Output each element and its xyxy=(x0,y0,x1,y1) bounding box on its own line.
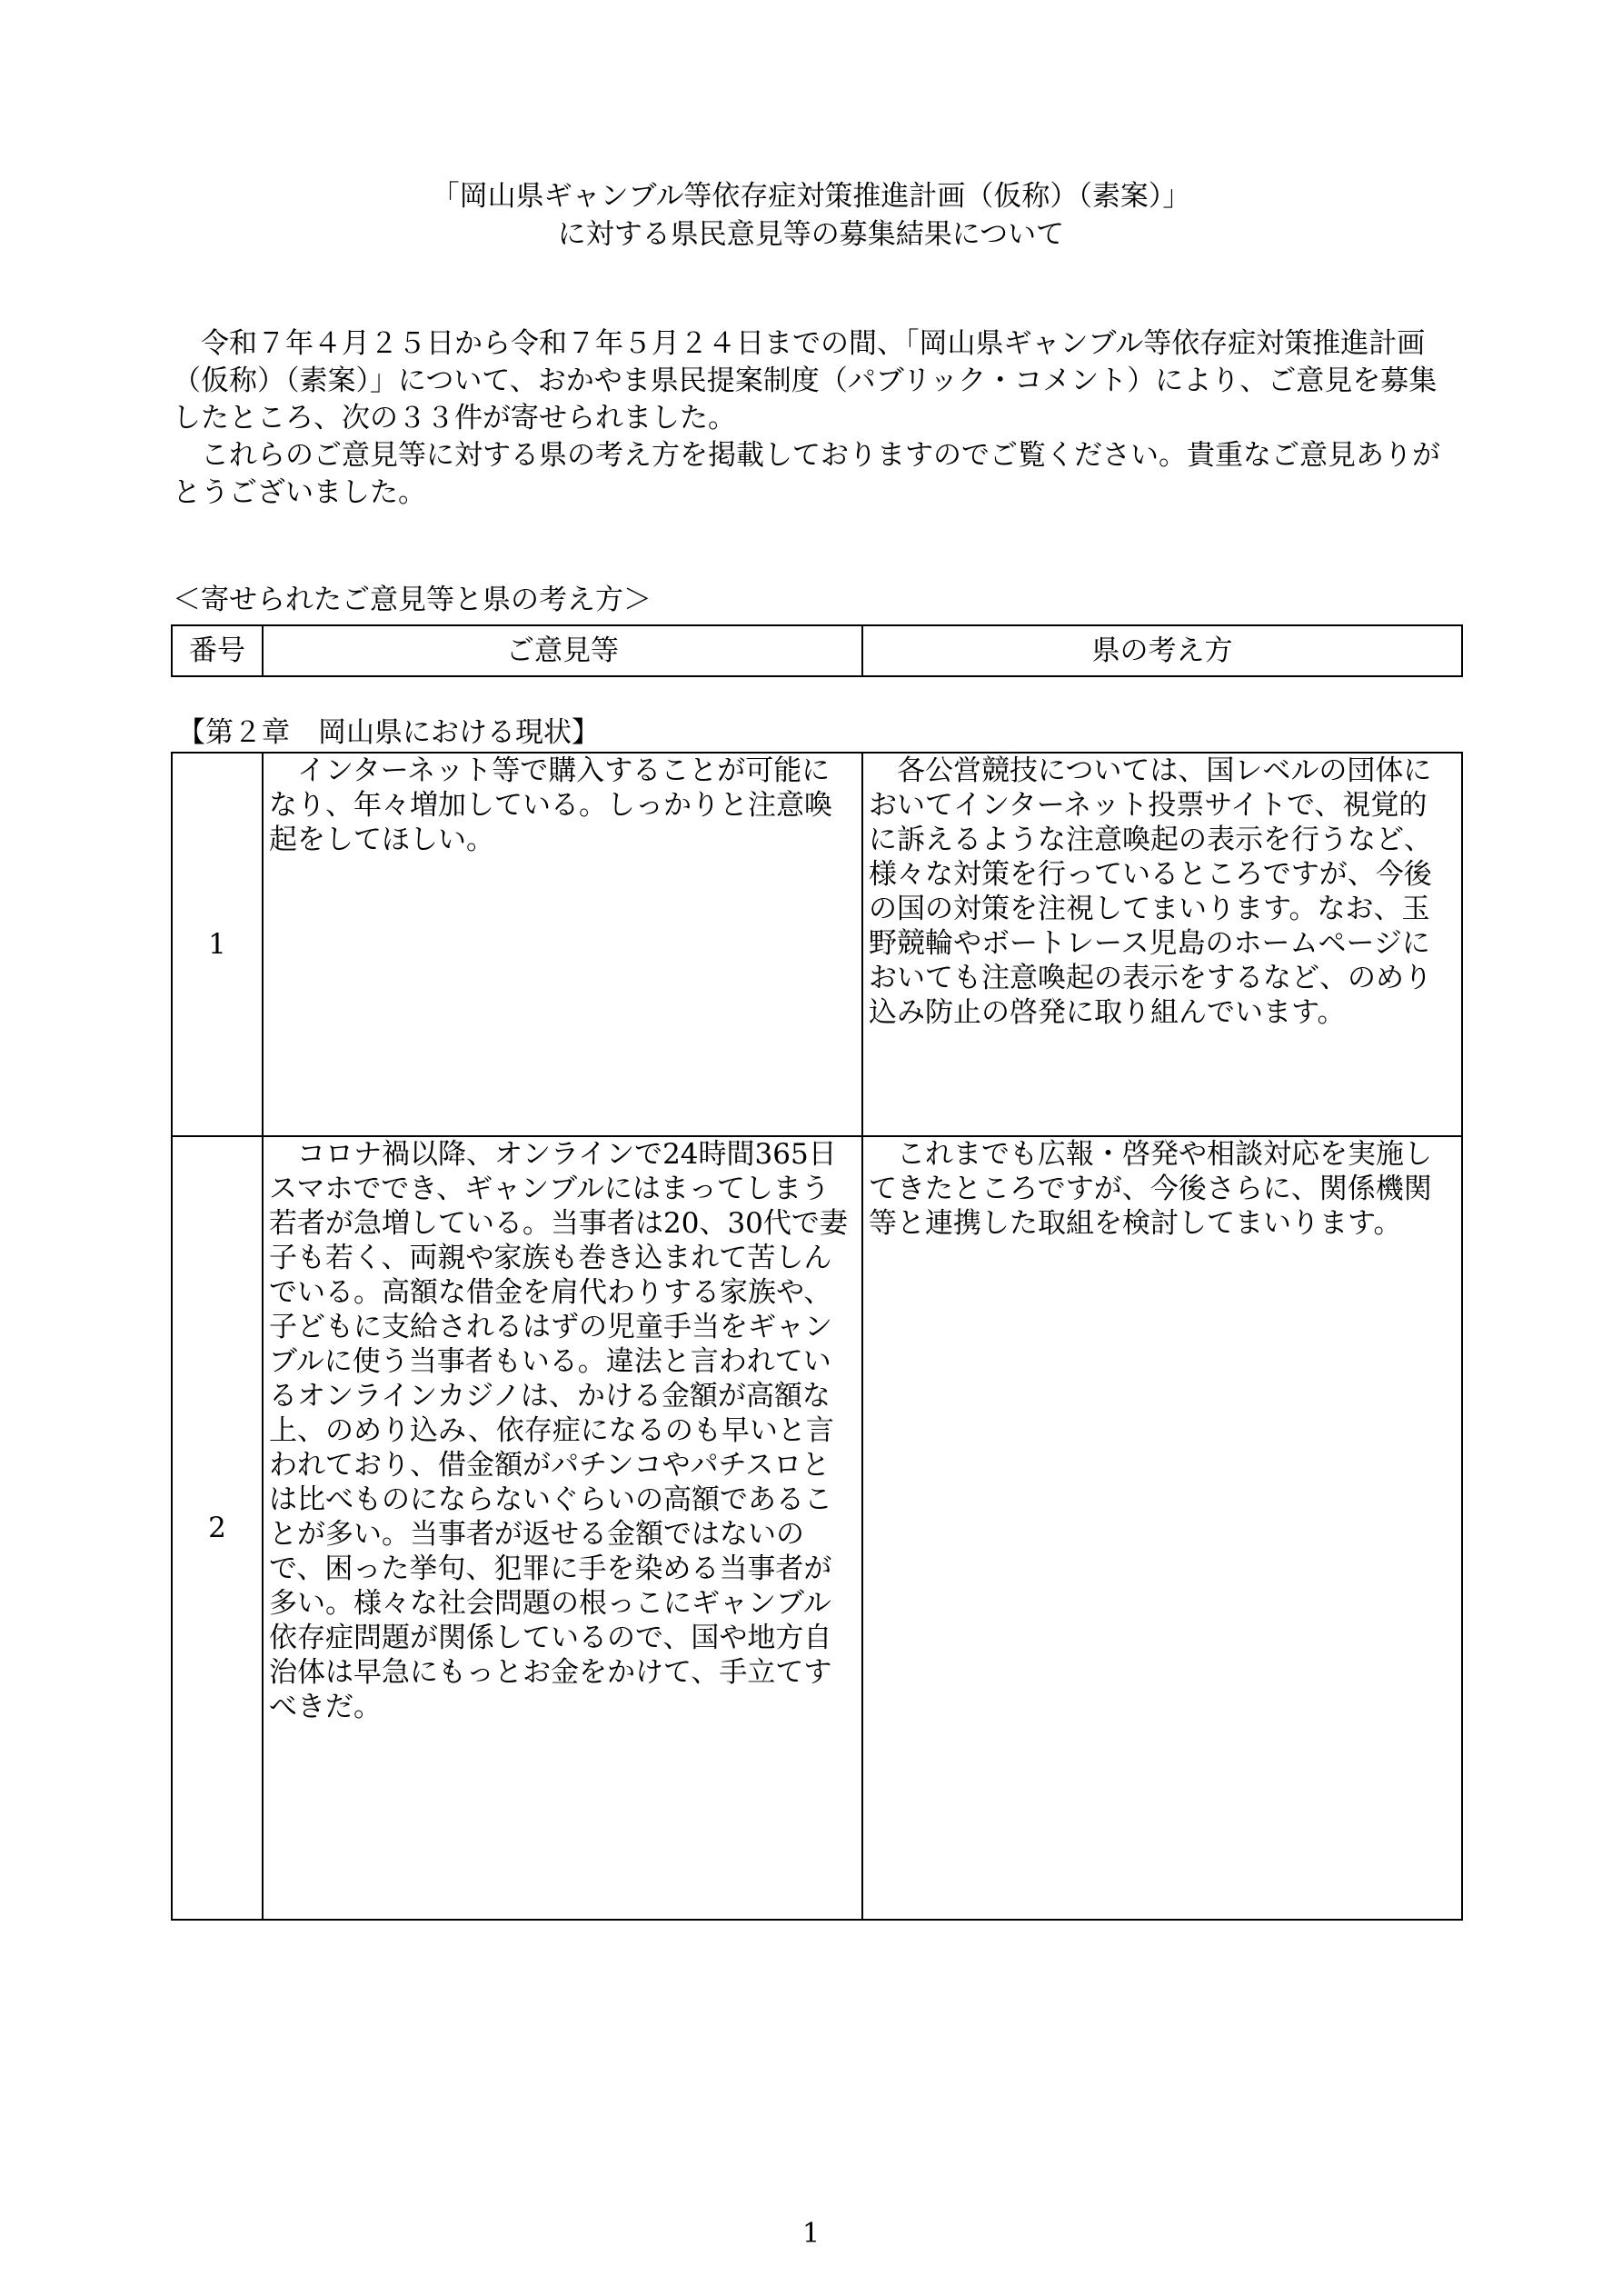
response-cell xyxy=(862,1136,1462,1920)
intro-text xyxy=(173,325,1445,512)
response-text: これまでも広報・啓発や相談対応を実施してきたところですが、今後さらに、関係機関等と連携した取組を検討してまいります。 xyxy=(869,1138,1432,1240)
row-number: 2 xyxy=(172,1136,263,1920)
intro-paragraph-1: 令和７年４月２５日から令和７年５月２４日までの間、「岡山県ギャンブル等依存症対策推進計画（仮称）（素案）」について、おかやま県民提案制度（パブリック・コメント）により、ご意見を募集したところ、次の３３件が寄せられました。 xyxy=(173,327,1438,434)
opinion-text: インターネット等で購入することが可能になり、年々増加している。しっかりと注意喚起をしてほしい。 xyxy=(269,754,832,856)
opinion-text: コロナ禍以降、オンラインで24時間365日スマホででき、ギャンブルにはまってしまう若者が急増している。当事者は20、30代で妻子も若く、両親や家族も巻き込まれて苦しんでいる。高額な借金を肩代わりする家族や、子どもに支給されるはずの児童手当をギャンブルに使う当事者もいる。違法と言われているオンラインカジノは、かける金額が高額な上、のめり込み、依存症になるのも早いと言われており、借金額がパチンコやパチスロとは比べものにならないぐらいの高額であることが多い。当事者が返せる金額ではないので、困った挙句、犯罪に手を染める当事者が多い。様々な社会問題の根っこにギャンブル依存症問題が関係しているので、国や地方自治体は早急にもっとお金をかけて、手立てすべきだ。 xyxy=(269,1138,848,1723)
page-title-line-1: 「岡山県ギャンブル等依存症対策推進計画（仮称）（素案）」 xyxy=(431,180,1191,213)
table-row xyxy=(172,1136,1462,1920)
table-row xyxy=(172,753,1462,1136)
chapter-heading: 【第２章 岡山県における現状】 xyxy=(177,716,600,749)
table-caption: ＜寄せられたご意見等と県の考え方＞ xyxy=(173,584,652,616)
page-number: 1 xyxy=(801,2218,821,2250)
opinions-table xyxy=(171,752,1463,1921)
opinion-cell xyxy=(263,1136,862,1920)
response-cell xyxy=(862,753,1462,1136)
header-response: 県の考え方 xyxy=(862,625,1462,676)
page-title-line-2: に対する県民意見等の募集結果について xyxy=(557,218,1065,251)
header-number: 番号 xyxy=(172,625,263,676)
opinion-cell xyxy=(263,753,862,1136)
table-header xyxy=(171,624,1463,677)
row-number: 1 xyxy=(172,753,263,1136)
response-text: 各公営競技については、国レベルの団体においてインターネット投票サイトで、視覚的に訴えるような注意喚起の表示を行うなど、様々な対策を行っているところですが、今後の国の対策を注視してまいります。なお、玉野競輪やボートレース児島のホームページにおいても注意喚起の表示をするなど、のめり込み防止の啓発に取り組んでいます。 xyxy=(869,754,1432,1029)
intro-paragraph-2: これらのご意見等に対する県の考え方を掲載しておりますのでご覧ください。貴重なご意見ありがとうございました。 xyxy=(173,439,1440,509)
header-opinion: ご意見等 xyxy=(263,625,862,676)
